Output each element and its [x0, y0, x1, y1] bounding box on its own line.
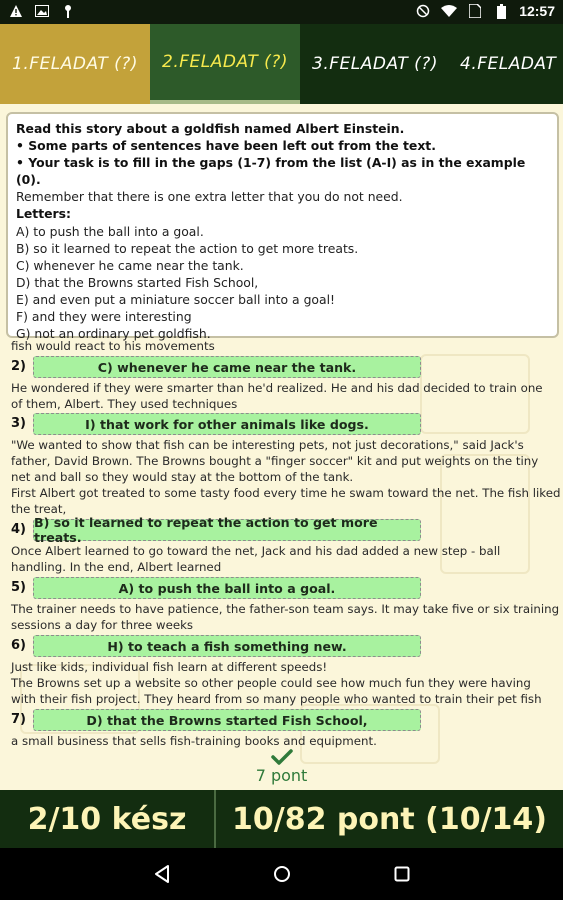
gap-number: 7) — [11, 712, 26, 727]
letter-option: F) and they were interesting — [16, 309, 192, 325]
home-icon[interactable] — [270, 862, 294, 886]
story-text: Once Albert learned to go toward the net, Jack and his dad added a new step - ball — [11, 544, 501, 558]
gap-number: 6) — [11, 638, 26, 653]
story-text: He wondered if they were smarter than he'd realized. He and his dad decided to train one — [11, 381, 543, 395]
score-footer — [0, 790, 563, 848]
instruction-line: Remember that there is one extra letter that you do not need. — [16, 189, 403, 205]
exercise-content[interactable] — [0, 104, 563, 790]
answer-slot-4[interactable]: B) so it learned to repeat the action to get more treats. — [33, 519, 421, 541]
story-text: Just like kids, individual fish learn at different speeds! — [11, 660, 328, 674]
status-time: 12:57 — [519, 3, 555, 19]
story-text: of them, Albert. They used techniques — [11, 397, 238, 411]
score-total: 10/82 pont (10/14) — [232, 801, 547, 837]
answer-slot-6[interactable]: H) to teach a fish something new. — [33, 635, 421, 657]
letter-option: G) not an ordinary pet goldfish. — [16, 326, 211, 342]
gap-number: 4) — [11, 522, 26, 537]
battery-icon — [493, 3, 509, 19]
answer-slot-2[interactable]: C) whenever he came near the tank. — [33, 356, 421, 378]
tab-task-1[interactable]: 1.FELADAT (?) — [0, 24, 150, 104]
warning-icon — [8, 3, 24, 19]
points-earned: 7 pont — [255, 766, 308, 785]
story-text: father, David Brown. The Browns bought a "finger soccer" kit and put weights on the tiny — [11, 454, 539, 468]
story-text: with their fish project. They heard from so many people who wanted to train their pet fish — [11, 692, 542, 706]
story-text: First Albert got treated to some tasty food every time he swam toward the net. The fish liked — [11, 486, 561, 500]
gap-number: 2) — [11, 359, 26, 374]
story-text: fish would react to his movements — [11, 339, 215, 353]
system-nav-bar — [0, 848, 563, 900]
instruction-line: • Some parts of sentences have been left out from the text. — [16, 138, 436, 154]
story-text: net and ball so they would stay at the bottom of the tank. — [11, 470, 354, 484]
letter-option: C) whenever he came near the tank. — [16, 257, 244, 273]
tab-task-3[interactable]: 3.FELADAT (?) — [300, 24, 450, 104]
story-text: "We wanted to show that fish can be interesting pets, not just decorations," said Jack's — [11, 438, 524, 452]
wifi-icon — [441, 3, 457, 19]
sim-icon — [467, 3, 483, 19]
usb-icon — [60, 3, 76, 19]
answer-slot-5[interactable]: A) to push the ball into a goal. — [33, 577, 421, 599]
answer-slot-3[interactable]: I) that work for other animals like dogs. — [33, 413, 421, 435]
letter-option: E) and even put a miniature soccer ball into a goal! — [16, 291, 336, 307]
mute-icon — [415, 3, 431, 19]
tab-task-4[interactable]: 4.FELADAT — [450, 24, 563, 104]
story-text: The trainer needs to have patience, the father-son team says. It may take five or six training — [11, 602, 560, 616]
status-bar — [0, 0, 563, 24]
gap-number: 3) — [11, 416, 26, 431]
story-text: a small business that sells fish-training books and equipment. — [11, 734, 377, 748]
back-icon[interactable] — [150, 862, 174, 886]
story-text: The Browns set up a website so other people could see how much fun they were having — [11, 676, 531, 690]
gap-number: 5) — [11, 580, 26, 595]
letter-option: A) to push the ball into a goal. — [16, 223, 204, 239]
story-text: the treat, — [11, 502, 67, 516]
gallery-icon — [34, 3, 50, 19]
story-text: sessions a day for three weeks — [11, 618, 194, 632]
task-tab-bar — [0, 24, 563, 104]
instructions-panel — [6, 112, 559, 342]
letter-option: B) so it learned to repeat the action to get more treats. — [16, 240, 359, 256]
letter-option: D) that the Browns started Fish School, — [16, 274, 259, 290]
story-text: handling. In the end, Albert learned — [11, 560, 222, 574]
progress-counter: 2/10 kész — [27, 801, 187, 837]
letters-title: Letters: — [16, 206, 71, 222]
tab-task-2[interactable]: 2.FELADAT (?) — [150, 24, 300, 104]
answer-slot-7[interactable]: D) that the Browns started Fish School, — [33, 709, 421, 731]
instruction-line: • Your task is to fill in the gaps (1-7) from the list (A-I) as in the example (0). — [16, 155, 526, 188]
recents-icon[interactable] — [390, 862, 414, 886]
instruction-line: Read this story about a goldfish named Albert Einstein. — [16, 121, 405, 136]
checkmark-icon — [271, 749, 293, 765]
